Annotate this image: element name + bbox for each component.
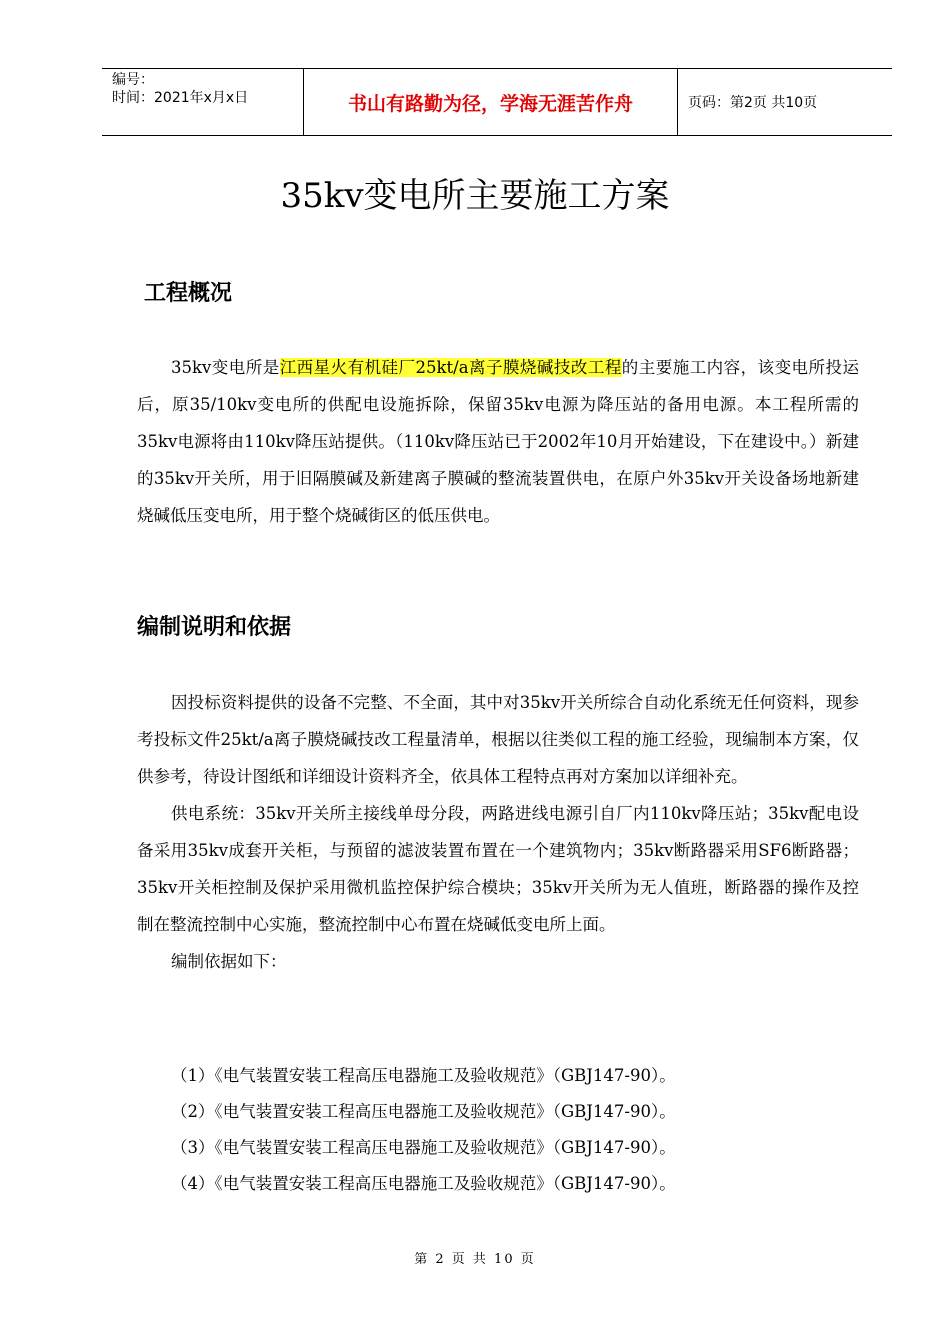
reference-item: （2）《电气装置安装工程高压电器施工及验收规范》（GBJ147-90）。 xyxy=(171,1102,676,1121)
document-title: 35kv变电所主要施工方案 xyxy=(280,176,670,216)
page-header xyxy=(102,68,892,136)
project-name-highlight: 江西星火有机硅厂25kt/a离子膜烧碱技改工程 xyxy=(279,358,622,377)
basis-paragraph-3: 编制依据如下： xyxy=(171,952,287,971)
header-time: 时间：2021年x月x日 xyxy=(112,90,249,106)
basis-paragraph-1: 因投标资料提供的设备不完整、不全面，其中对35kv开关所综合自动化系统无任何资料，现参考投标文件25kt/a离子膜烧碱技改工程量清单，根据以往类似工程的施工经验，现编制本方案，仅供参考，待设计图纸和详细设计资料齐全，依具体工程特点再对方案加以详细补充。 xyxy=(137,693,859,786)
reference-item: （1）《电气装置安装工程高压电器施工及验收规范》（GBJ147-90）。 xyxy=(171,1066,676,1085)
section-heading-basis: 编制说明和依据 xyxy=(137,615,292,640)
page-footer: 第 2 页 共 10 页 xyxy=(414,1252,536,1267)
overview-paragraph xyxy=(137,349,859,534)
section-heading-overview: 工程概况 xyxy=(144,281,233,306)
header-number: 编号： xyxy=(112,72,154,88)
basis-paragraph-2: 供电系统：35kv开关所主接线单母分段，两路进线电源引自厂内110kv降压站；35kv配电设备采用35kv成套开关柜，与预留的滤波装置布置在一个建筑物内；35kv断路器采用SF6断路器；35kv开关柜控制及保护采用微机监控保护综合模块；35kv开关所为无人值班，断路器的操作及控制在整流控制中心实施，整流控制中心布置在烧碱低变电所上面。 xyxy=(137,804,859,934)
reference-item: （4）《电气装置安装工程高压电器施工及验收规范》（GBJ147-90）。 xyxy=(171,1174,676,1193)
header-page-number: 页码：第2页 共10页 xyxy=(688,95,818,111)
overview-text-pre: 35kv变电所是 xyxy=(171,358,280,377)
basis-paragraphs xyxy=(137,684,859,980)
overview-text-post: 的主要施工内容，该变电所投运后，原35/10kv变电所的供配电设施拆除，保留35kv电源为降压站的备用电源。本工程所需的35kv电源将由110kv降压站提供。（110kv降压站已于2002年10月开始建设，下在建设中。）新建的35kv开关所，用于旧隔膜碱及新建离子膜碱的整流装置供电，在原户外35kv开关设备场地新建烧碱低压变电所，用于整个烧碱街区的低压供电。 xyxy=(137,358,859,525)
header-meta xyxy=(102,69,304,135)
header-motto: 书山有路勤为径，学海无涯苦作舟 xyxy=(304,69,678,135)
reference-item: （3）《电气装置安装工程高压电器施工及验收规范》（GBJ147-90）。 xyxy=(171,1138,676,1157)
